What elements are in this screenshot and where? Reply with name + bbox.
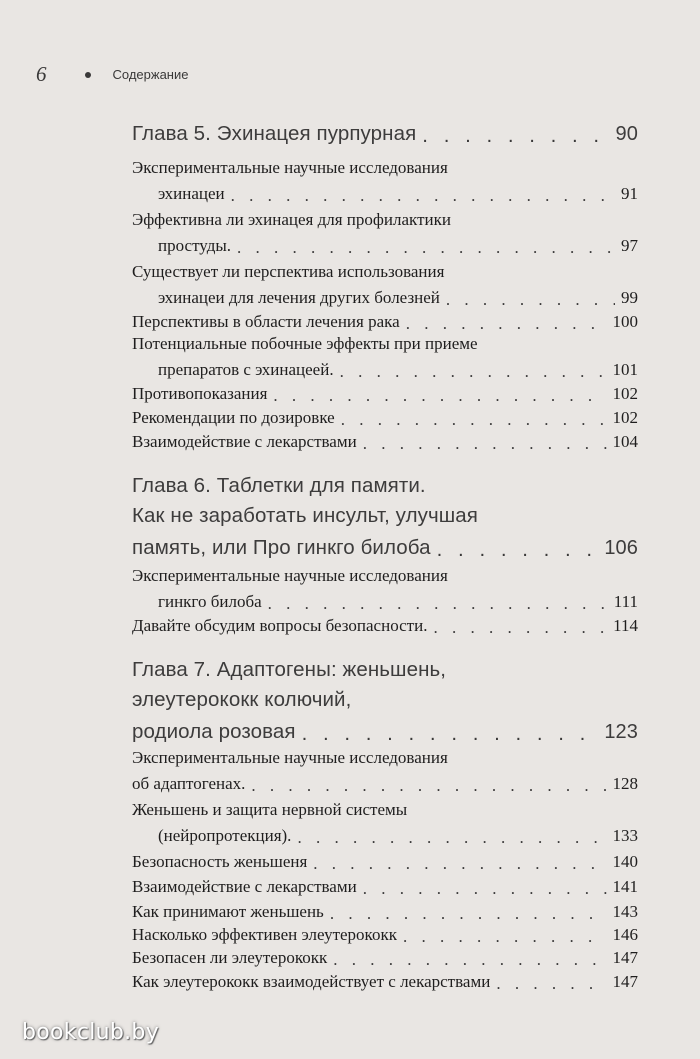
item-line: Давайте обсудим вопросы безопасности. (132, 616, 428, 635)
leader-dots (237, 239, 615, 256)
running-header (36, 62, 188, 87)
leader-dots (273, 387, 606, 404)
item-page: 146 (612, 925, 638, 944)
toc-item[interactable] (132, 210, 638, 256)
leader-dots (341, 411, 607, 428)
item-line: Экспериментальные научные исследования (132, 158, 448, 177)
leader-dots (406, 315, 607, 332)
item-page: 102 (612, 384, 638, 403)
item-page: 100 (612, 312, 638, 331)
toc-chapter-7[interactable] (132, 658, 638, 748)
item-line: эхинацеи (158, 184, 225, 203)
leader-dots (330, 905, 607, 922)
watermark-logo: bookclub.by (22, 1020, 160, 1045)
toc-item[interactable] (132, 404, 638, 428)
toc-item[interactable] (132, 308, 638, 332)
toc-item[interactable] (132, 428, 638, 452)
item-line: эхинацеи для лечения других болезней (158, 288, 440, 307)
leader-dots (496, 975, 606, 992)
chapter-title: Глава 6. Таблетки для памяти. (132, 474, 426, 497)
item-line: об адаптогенах. (132, 774, 246, 793)
leader-dots (313, 855, 606, 872)
toc-item[interactable] (132, 158, 638, 204)
item-line: Как элеутерококк взаимодействует с лекарствами (132, 972, 491, 991)
toc-item[interactable] (132, 898, 638, 922)
item-line: Насколько эффективен элеутерококк (132, 925, 397, 944)
toc-item[interactable] (132, 334, 638, 380)
item-line: простуды. (158, 236, 232, 255)
item-page: 133 (612, 826, 638, 845)
leader-dots (333, 951, 606, 968)
item-line: Взаимодействие с лекарствами (132, 877, 357, 896)
toc-chapter-5[interactable] (132, 118, 638, 150)
chapter-title: память, или Про гинкго билоба (132, 536, 431, 559)
item-line: Экспериментальные научные исследования (132, 566, 448, 585)
chapter-title: элеутерококк колючий, (132, 688, 352, 711)
item-page: 141 (612, 877, 638, 896)
leader-dots (363, 435, 607, 452)
leader-dots (403, 928, 607, 945)
item-line: Безопасность женьшеня (132, 852, 308, 871)
item-line: Безопасен ли элеутерококк (132, 948, 328, 967)
page-number: 6 (36, 62, 47, 86)
leader-dots (251, 777, 606, 794)
toc-item[interactable] (132, 380, 638, 404)
chapter-title: родиола розовая (132, 720, 296, 743)
toc-item[interactable] (132, 944, 638, 968)
toc-item[interactable] (132, 873, 638, 897)
leader-dots (231, 187, 615, 204)
toc-item[interactable] (132, 612, 638, 636)
toc-item[interactable] (132, 848, 638, 872)
section-title: Содержание (112, 67, 189, 82)
item-page: 99 (621, 288, 638, 307)
leader-dots (437, 540, 599, 561)
item-line: препаратов с эхинацеей. (158, 360, 334, 379)
item-page: 104 (612, 432, 638, 451)
item-page: 147 (612, 948, 638, 967)
item-line: Как принимают женьшень (132, 902, 324, 921)
toc-item[interactable] (132, 262, 638, 308)
chapter-page: 106 (604, 537, 638, 559)
leader-dots (297, 829, 606, 846)
item-page: 114 (613, 616, 638, 635)
item-line: Потенциальные побочные эффекты при приеме (132, 334, 478, 353)
toc-item[interactable] (132, 800, 638, 846)
leader-dots (446, 291, 615, 308)
item-line: Эффективна ли эхинацея для профилактики (132, 210, 451, 229)
toc-item[interactable] (132, 748, 638, 794)
bullet-icon (85, 72, 91, 78)
item-page: 101 (612, 360, 638, 379)
item-line: гинкго билоба (158, 592, 262, 611)
item-line: Экспериментальные научные исследования (132, 748, 448, 767)
leader-dots (433, 619, 607, 636)
chapter-title: Глава 7. Адаптогены: женьшень, (132, 658, 447, 681)
item-page: 102 (612, 408, 638, 427)
item-page: 140 (612, 852, 638, 871)
item-page: 143 (612, 902, 638, 921)
item-page: 91 (621, 184, 638, 203)
toc-item[interactable] (132, 968, 638, 992)
toc-chapter-6[interactable] (132, 474, 638, 564)
chapter-title: Глава 5. Эхинацея пурпурная (132, 122, 417, 145)
leader-dots (340, 363, 607, 380)
chapter-page: 123 (604, 721, 638, 743)
item-line: Перспективы в области лечения рака (132, 312, 400, 331)
chapter-title: Как не заработать инсульт, улучшая (132, 504, 479, 527)
item-line: Существует ли перспектива использования (132, 262, 445, 281)
chapter-page: 90 (615, 123, 638, 145)
toc-item[interactable] (132, 921, 638, 945)
item-line: Рекомендации по дозировке (132, 408, 335, 427)
item-line: Взаимодействие с лекарствами (132, 432, 357, 451)
leader-dots (363, 880, 607, 897)
item-line: (нейропротекция). (158, 826, 292, 845)
leader-dots (268, 595, 608, 612)
item-page: 111 (613, 592, 638, 611)
item-page: 97 (621, 236, 638, 255)
leader-dots (302, 724, 599, 745)
toc-item[interactable] (132, 566, 638, 612)
item-page: 128 (612, 774, 638, 793)
leader-dots (422, 126, 609, 147)
item-page: 147 (612, 972, 638, 991)
item-line: Женьшень и защита нервной системы (132, 800, 408, 819)
item-line: Противопоказания (132, 384, 268, 403)
